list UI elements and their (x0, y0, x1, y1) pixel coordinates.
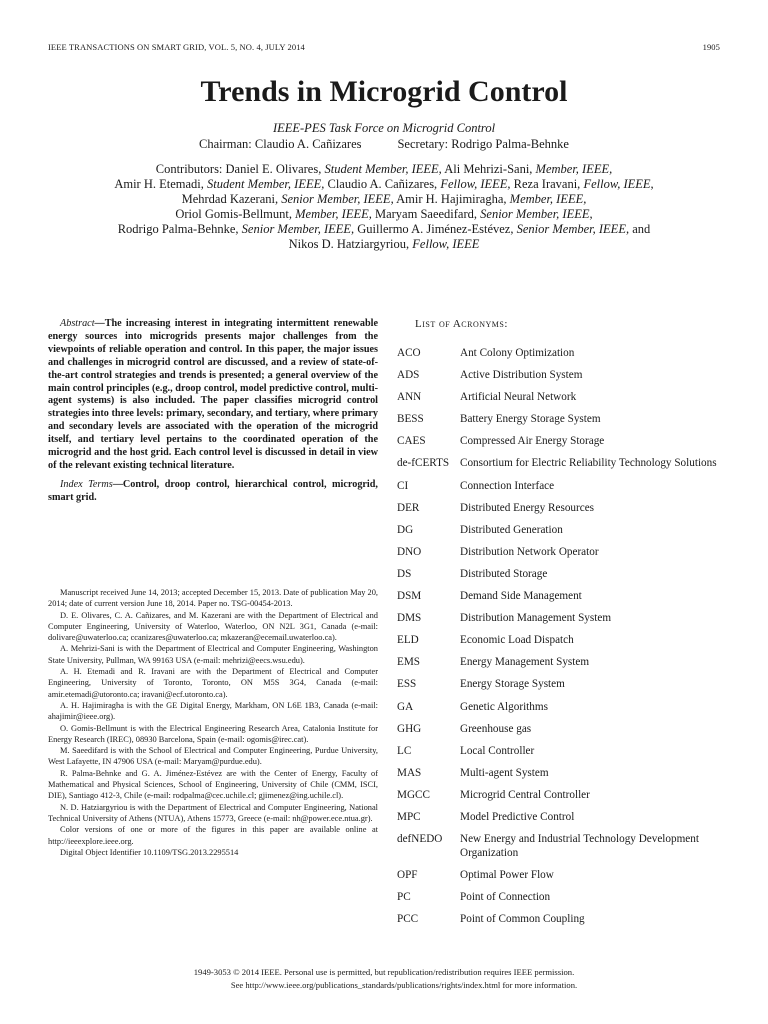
author-role: Member, IEEE, (295, 206, 372, 221)
index-terms-lead: Index Terms (60, 478, 113, 490)
author-role: Fellow, IEEE (412, 236, 480, 251)
acronym-row (397, 456, 737, 470)
acronym-definition: Distributed Generation (460, 523, 563, 536)
acronyms-heading: List of Acronyms: (415, 318, 508, 330)
acronym-definition: Model Predictive Control (460, 810, 575, 823)
copyright-line-1: 1949-3053 © 2014 IEEE. Personal use is permitted, but republication/redistribution requires IEEE permission. (193, 967, 575, 977)
author-name: Contributors: Daniel E. Olivares, (155, 162, 322, 176)
acronym-abbr: ANN (397, 391, 422, 404)
abstract (48, 318, 378, 473)
index-terms-text: —Control, droop control, hierarchical control, microgrid, smart grid. (48, 478, 378, 503)
footnote: D. E. Olivares, C. A. Cañizares, and M. Kazerani are with the Department of Electrical and Computer Engineering, University of Waterloo, Waterloo, ON N2L 3G1, Canada (e-mail: dolivare@uwaterloo.ca; ccanizares@uwaterloo.ca; mkazeran@ecemail.uwaterloo.ca). (48, 610, 378, 643)
footnote: N. D. Hatziargyriou is with the Department of Electrical and Computer Engineering, National Technical University of Athens (NTUA), Athens 15773, Greece (e-mail: nh@power.ece.ntua.gr). (48, 802, 378, 823)
acronym-rows (397, 346, 737, 926)
acronym-row (397, 567, 737, 581)
acronym-row (397, 744, 737, 758)
acronym-row (397, 722, 737, 736)
acronym-abbr: ESS (397, 678, 417, 691)
copyright-line-2: See http://www.ieee.org/publications_standards/publications/rights/index.html for more information. (230, 979, 578, 990)
footnote: Digital Object Identifier 10.1109/TSG.2013.2295514 (60, 847, 239, 857)
acronym-definition: Point of Connection (460, 891, 551, 904)
acronym-row (397, 832, 737, 860)
acronym-definition: Economic Load Dispatch (460, 634, 574, 647)
author-role: Senior Member, IEEE, (480, 206, 593, 221)
acronym-row (397, 788, 737, 802)
paper-title: Trends in Microgrid Control (200, 75, 568, 108)
acronym-abbr: MGCC (397, 788, 430, 801)
acronym-abbr: DNO (397, 545, 422, 558)
author-role: Member, IEEE, (509, 191, 587, 206)
acronym-abbr: ADS (397, 369, 420, 382)
acronym-row (397, 368, 737, 382)
running-header (48, 42, 720, 56)
author-name: Ali Mehrizi-Sani, (444, 162, 533, 176)
acronym-row (397, 589, 737, 603)
acronym-row (397, 633, 737, 647)
footnote: Color versions of one or more of the figures in this paper are available online at http://ieeexplore.ieee.org. (48, 825, 378, 846)
acronym-abbr: de-fCERTS (397, 457, 450, 470)
acronym-definition: Battery Energy Storage System (460, 413, 601, 426)
acronym-row (397, 810, 737, 824)
acronym-row (397, 700, 737, 714)
acronym-abbr: DS (397, 567, 412, 580)
acronym-definition: Microgrid Central Controller (460, 788, 590, 801)
acronym-definition: Ant Colony Optimization (460, 347, 575, 359)
acronym-row (397, 912, 737, 926)
acronym-definition: Energy Storage System (460, 678, 565, 691)
acronym-abbr: PCC (397, 913, 419, 926)
acronym-row (397, 412, 737, 426)
copyright-notice (0, 966, 768, 991)
author-role: Member, IEEE, (535, 162, 613, 176)
acronym-definition: Distributed Storage (460, 567, 548, 580)
acronym-abbr: DG (397, 523, 414, 536)
acronym-row (397, 677, 737, 691)
acronym-abbr: EMS (397, 656, 421, 669)
acronym-definition: Energy Management System (460, 656, 590, 669)
acronym-row (397, 868, 737, 882)
acronym-definition: Multi-agent System (460, 766, 549, 779)
acronym-definition: Genetic Algorithms (460, 700, 548, 713)
acronym-abbr: ACO (397, 347, 421, 359)
left-column (48, 318, 378, 505)
acronym-row (397, 545, 737, 559)
acronym-abbr: DER (397, 501, 420, 514)
task-force-name: IEEE-PES Task Force on Microgrid Control (272, 121, 496, 135)
author-role: Senior Member, IEEE, (516, 221, 630, 236)
footnote: R. Palma-Behnke and G. A. Jiménez-Estévez are with the Center of Energy, Faculty of Mathematical and Physical Sciences, School of Engineering, University of Chile (CMM, ISCI, DIE), Santiago 412-3, Chile (e-mail: rodpalma@cec.uchile.cl; gjimenez@ing.uchile.cl). (48, 768, 378, 801)
acronym-abbr: GA (397, 700, 414, 713)
officers-line (0, 137, 768, 152)
author-name: Oriol Gomis-Bellmunt, (175, 206, 293, 221)
acronym-abbr: CAES (397, 435, 426, 448)
author-name: Amir H. Hajimiragha, (396, 191, 507, 206)
acronym-definition: Compressed Air Energy Storage (460, 435, 605, 448)
author-list (30, 162, 738, 251)
author-role: Senior Member, IEEE, (241, 221, 355, 236)
acronym-abbr: DMS (397, 612, 422, 625)
page-number: 1905 (702, 42, 720, 52)
acronym-definition: Connection Interface (460, 479, 555, 492)
footnote: A. H. Etemadi and R. Iravani are with the Department of Electrical and Computer Engineering, University of Toronto, Toronto, ON M5S 3G4, Canada (e-mail: amir.etemadi@utoronto.ca; iravani@ecf.utoronto.ca). (48, 667, 378, 699)
acronym-list (397, 318, 737, 934)
acronym-abbr: MAS (397, 766, 422, 779)
author-name: Reza Iravani, (513, 176, 581, 191)
acronym-definition: Distributed Energy Resources (460, 501, 595, 514)
author-name: Guillermo A. Jiménez-Estévez, (357, 221, 514, 236)
acronym-definition: Greenhouse gas (460, 722, 532, 735)
footnote: O. Gomis-Bellmunt is with the Electrical Engineering Research Area, Catalonia Institute for Energy Research (IREC), 08930 Barcelona, Spain (e-mail: ogomis@irec.cat). (48, 723, 378, 744)
author-name: Maryam Saeedifard, (374, 206, 478, 221)
author-role: Fellow, IEEE, (583, 176, 654, 191)
acronym-definition: Artificial Neural Network (460, 391, 577, 404)
secretary: Secretary: Rodrigo Palma-Behnke (397, 137, 569, 151)
acronym-definition: Consortium for Electric Reliability Technology Solutions (460, 457, 717, 470)
acronym-abbr: GHG (397, 722, 422, 735)
acronym-definition: Local Controller (460, 744, 535, 757)
author-role: Senior Member, IEEE, (281, 191, 394, 206)
acronym-definition: Active Distribution System (460, 369, 583, 382)
acronym-row (397, 766, 737, 780)
abstract-text: —The increasing interest in integrating intermittent renewable energy sources into microgrids presents major challenges from the viewpoints of reliable operation and control. In this paper, the major issues and challenges in microgrid control are discussed, and a review of state-of-the-art control strategies and trends is presented; a general overview of the main control principles (e.g., droop control, model predictive control, multi-agent systems) is also included. The paper classifies microgrid control strategies into three levels: primary, secondary, and tertiary, where primary and secondary levels are associated with the operation of the microgrid itself, and tertiary level pertains to the coordinated operation of the microgrid and the host grid. Each control level is discussed in detail in view of the relevant existing technical literature. (48, 318, 378, 471)
author-name: Amir H. Etemadi, (114, 176, 204, 191)
footnote: Manuscript received June 14, 2013; accepted December 15, 2013. Date of publication May 20, 2014; date of current version June 18, 2014. Paper no. TSG-00454-2013. (48, 588, 378, 609)
author-name: Claudio A. Cañizares, (327, 176, 438, 191)
journal-name: IEEE TRANSACTIONS ON SMART GRID, VOL. 5, NO. 4, JULY 2014 (48, 42, 305, 52)
footnote: M. Saeedifard is with the School of Electrical and Computer Engineering, Purdue University, West Lafayette, IN 47906 USA (e-mail: Maryam@purdue.edu). (48, 746, 378, 767)
acronym-definition: Demand Side Management (460, 590, 582, 603)
author-role: Student Member, IEEE, (324, 162, 442, 176)
acronym-row (397, 479, 737, 493)
acronym-row (397, 890, 737, 904)
acronym-row (397, 523, 737, 537)
acronym-definition: Point of Common Coupling (460, 913, 585, 926)
acronym-row (397, 434, 737, 448)
acronym-row (397, 390, 737, 404)
acronym-abbr: DSM (397, 590, 422, 603)
acronym-definition: Distribution Network Operator (460, 545, 599, 558)
author-name: Nikos D. Hatziargyriou, (288, 236, 410, 251)
acronym-abbr: PC (397, 891, 411, 904)
footnote: A. H. Hajimiragha is with the GE Digital Energy, Markham, ON L6E 1B3, Canada (e-mail: ahajimir@ieee.org). (48, 700, 378, 722)
acronym-definition: New Energy and Industrial Technology Development Organization (460, 833, 699, 860)
acronym-abbr: MPC (397, 810, 421, 823)
author-suffix: and (632, 221, 651, 236)
footnote: A. Mehrizi-Sani is with the Department of Electrical and Computer Engineering, Washington State University, Pullman, WA 99163 USA (e-mail: mehrizi@eecs.wsu.edu). (48, 644, 378, 665)
acronym-row (397, 346, 737, 360)
chairman: Chairman: Claudio A. Cañizares (199, 137, 362, 151)
acronym-abbr: ELD (397, 634, 419, 647)
acronym-row (397, 611, 737, 625)
acronym-abbr: CI (397, 479, 409, 492)
acronym-definition: Optimal Power Flow (460, 869, 554, 882)
footnotes (48, 587, 378, 858)
acronym-row (397, 501, 737, 515)
author-name: Rodrigo Palma-Behnke, (117, 221, 239, 236)
index-terms (48, 479, 378, 505)
acronym-definition: Distribution Management System (460, 612, 612, 625)
acronym-abbr: BESS (397, 413, 424, 426)
acronym-abbr: OPF (397, 869, 418, 882)
acronym-row (397, 655, 737, 669)
author-role: Fellow, IEEE, (440, 176, 511, 191)
acronym-abbr: defNEDO (397, 833, 443, 846)
abstract-lead: Abstract (60, 318, 95, 329)
author-name: Mehrdad Kazerani, (181, 191, 279, 206)
author-role: Student Member, IEEE, (207, 176, 325, 191)
acronym-abbr: LC (397, 744, 412, 757)
